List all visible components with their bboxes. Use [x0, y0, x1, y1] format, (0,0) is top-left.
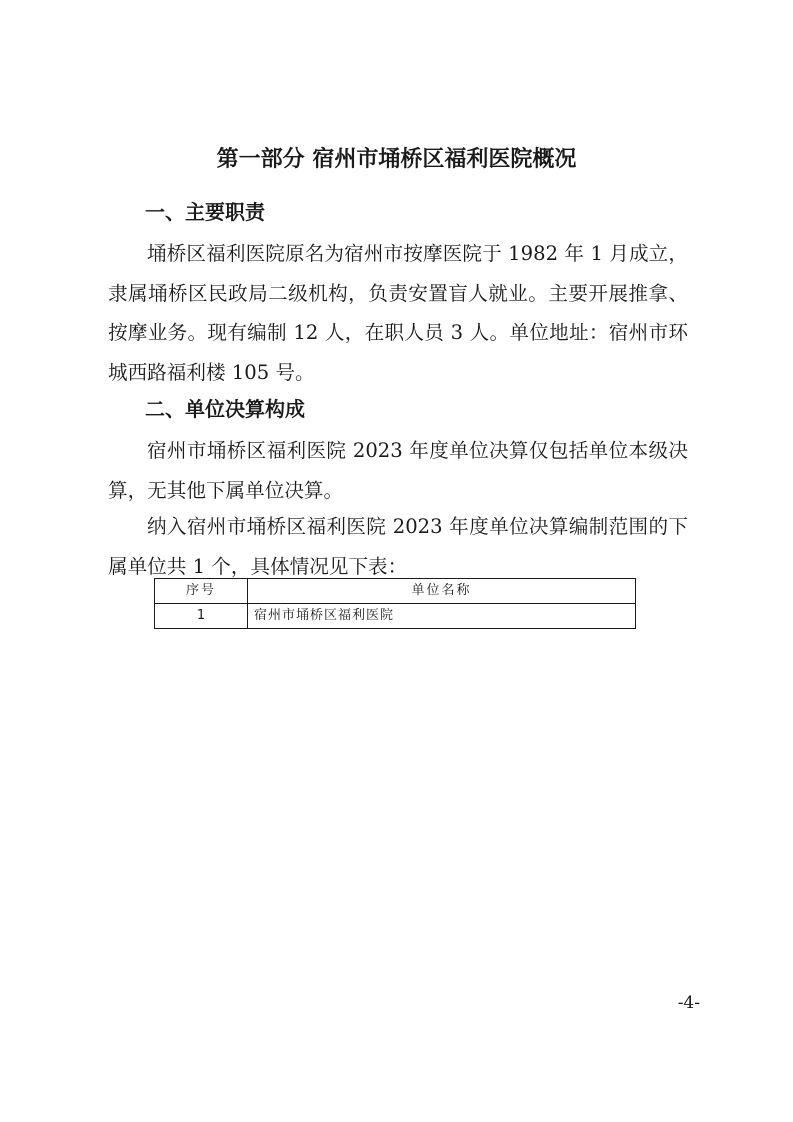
table-cell-serial: 1: [155, 604, 248, 629]
table-row: [155, 604, 636, 629]
table-header-serial: 序号: [155, 579, 248, 604]
table-cell-unit-name: 宿州市埇桥区福利医院: [248, 604, 636, 629]
page-title: 第一部分 宿州市埇桥区福利医院概况: [216, 147, 577, 172]
section-heading-main-duties: 一、主要职责: [145, 200, 265, 224]
table-header-row: [155, 579, 636, 604]
paragraph-subordinate-units: 纳入宿州市埇桥区福利医院 2023 年度单位决算编制范围的下属单位共 1 个，具体情况见下表：: [108, 515, 688, 578]
page-number: -4-: [677, 993, 700, 1013]
paragraph-main-duties: 埇桥区福利医院原名为宿州市按摩医院于 1982 年 1 月成立，隶属埇桥区民政局二级机构，负责安置盲人就业。主要开展推拿、按摩业务。现有编制 12 人，在职人员 3 人。单位地址：宿州市环城西路福利楼 105 号。: [108, 242, 688, 384]
paragraph-budget-scope: 宿州市埇桥区福利医院 2023 年度单位决算仅包括单位本级决算，无其他下属单位决算。: [108, 439, 688, 502]
unit-table: [154, 578, 636, 629]
section-heading-budget-composition: 二、单位决算构成: [145, 397, 305, 421]
table-header-unit-name: 单位名称: [248, 579, 636, 604]
